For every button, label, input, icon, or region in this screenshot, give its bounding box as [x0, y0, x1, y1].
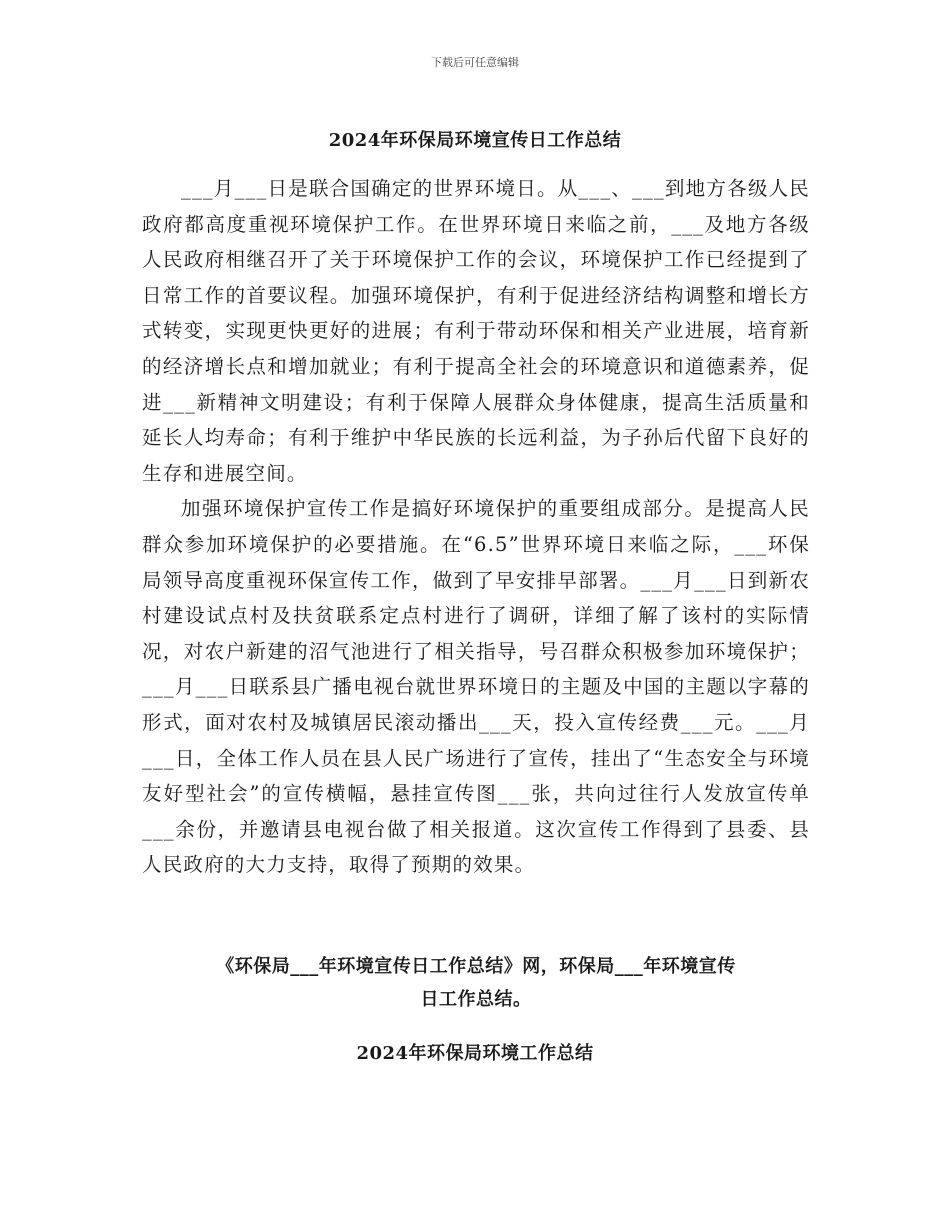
summary-block	[142, 950, 810, 1016]
document-title: 2024年环保局环境宣传日工作总结	[328, 130, 622, 151]
paragraph-1: ___月___日是联合国确定的世界环境日。从___、___到地方各级人民政府都高度重视环境保护工作。在世界环境日来临之前，___及地方各级人民政府相继召开了关于环境保护工作的会议，环境保护工作已经提到了日常工作的首要议程。加强环境保护，有利于促进经济结构调整和增长方式转变，实现更快更好的进展；有利于带动环保和相关产业进展，培育新的经济增长点和增加就业；有利于提高全社会的环境意识和道德素养，促进___新精神文明建设；有利于保障人展群众身体健康，提高生活质量和延长人均寿命；有利于维护中华民族的长远利益，为子孙后代留下良好的生存和进展空间。	[142, 177, 810, 485]
header-note: 下载后可任意编辑	[431, 56, 519, 69]
summary-line-2: 日工作总结。	[420, 989, 532, 1010]
paragraph-2: 加强环境保护宣传工作是搞好环境保护的重要组成部分。是提高人民群众参加环境保护的必要措施。在“6.5”世界环境日来临之际，___环保局领导高度重视环保宣传工作，做到了早安排早部署。___月___日到新农村建设试点村及扶贫联系定点村进行了调研，详细了解了该村的实际情况，对农户新建的沼气池进行了相关指导，号召群众积极参加环境保护；___月___日联系县广播电视台就世界环境日的主题及中国的主题以字幕的形式，面对农村及城镇居民滚动播出___天，投入宣传经费___元。___月___日，全体工作人员在县人民广场进行了宣传，挂出了“生态安全与环境友好型社会”的宣传横幅，悬挂宣传图___张，共向过往行人发放宣传单___余份，并邀请县电视台做了相关报道。这次宣传工作得到了县委、县人民政府的大力支持，取得了预期的效果。	[142, 497, 810, 877]
document-body	[142, 171, 810, 883]
summary-line-1: 《环保局___年环境宣传日工作总结》网，环保局___年环境宣传	[216, 956, 736, 977]
second-title: 2024年环保局环境工作总结	[356, 1043, 594, 1064]
